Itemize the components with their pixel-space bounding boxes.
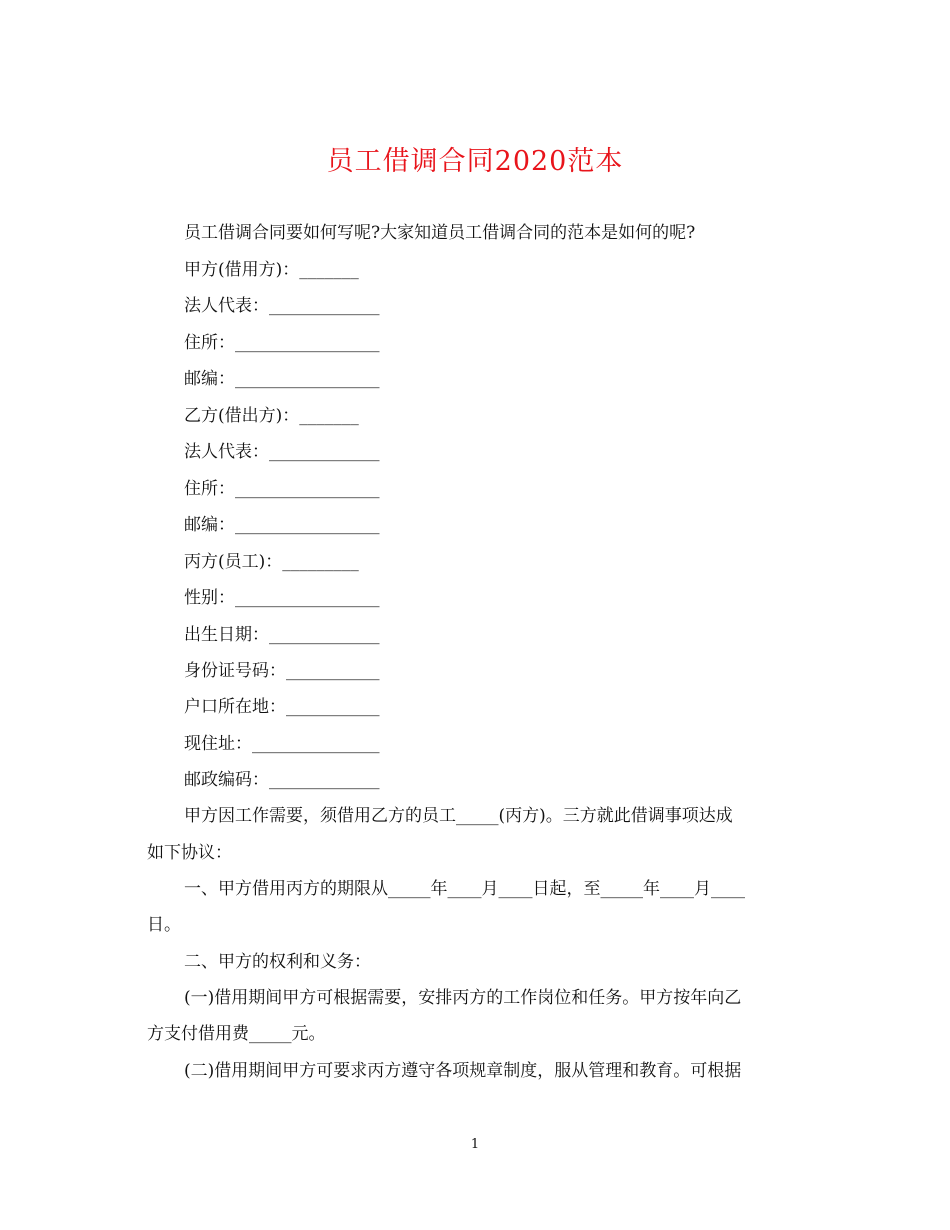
party-a-address-line: 住所：_________________ xyxy=(184,333,380,353)
paragraph-line: 一、甲方借用丙方的期限从_____年____月____日起，至_____年____月____ xyxy=(184,879,745,899)
paragraph-line: 如下协议： xyxy=(147,843,232,863)
paragraph-line: 方支付借用费_____元。 xyxy=(147,1024,326,1044)
gender-line: 性别：_________________ xyxy=(184,588,380,608)
birthdate-line: 出生日期：_____________ xyxy=(184,625,380,645)
document-title: 员工借调合同2020范本 xyxy=(326,146,624,177)
party-a-line: 甲方(借用方)：_______ xyxy=(184,260,359,280)
id-number-line: 身份证号码：___________ xyxy=(184,661,380,681)
paragraph-line: 甲方因工作需要，须借用乙方的员工_____(丙方)。三方就此借调事项达成 xyxy=(184,806,733,826)
paragraph-line: (一)借用期间甲方可根据需要，安排丙方的工作岗位和任务。甲方按年向乙 xyxy=(184,988,742,1008)
paragraph-line: (二)借用期间甲方可要求丙方遵守各项规章制度，服从管理和教育。可根据 xyxy=(184,1061,742,1081)
section-heading: 二、甲方的权利和义务： xyxy=(184,952,371,972)
party-a-postcode-line: 邮编：_________________ xyxy=(184,369,380,389)
party-b-address-line: 住所：_________________ xyxy=(184,479,380,499)
postal-code-line: 邮政编码：_____________ xyxy=(184,770,380,790)
party-b-postcode-line: 邮编：_________________ xyxy=(184,515,380,535)
party-a-rep-line: 法人代表：_____________ xyxy=(184,296,380,316)
intro-line: 员工借调合同要如何写呢?大家知道员工借调合同的范本是如何的呢? xyxy=(184,223,696,243)
party-b-rep-line: 法人代表：_____________ xyxy=(184,442,380,462)
party-b-line: 乙方(借出方)：_______ xyxy=(184,406,359,426)
household-line: 户口所在地：___________ xyxy=(184,697,380,717)
current-address-line: 现住址：_______________ xyxy=(184,734,380,754)
paragraph-line: 日。 xyxy=(147,915,181,935)
page-number: 1 xyxy=(470,1137,480,1152)
party-c-line: 丙方(员工)：_________ xyxy=(184,552,359,572)
